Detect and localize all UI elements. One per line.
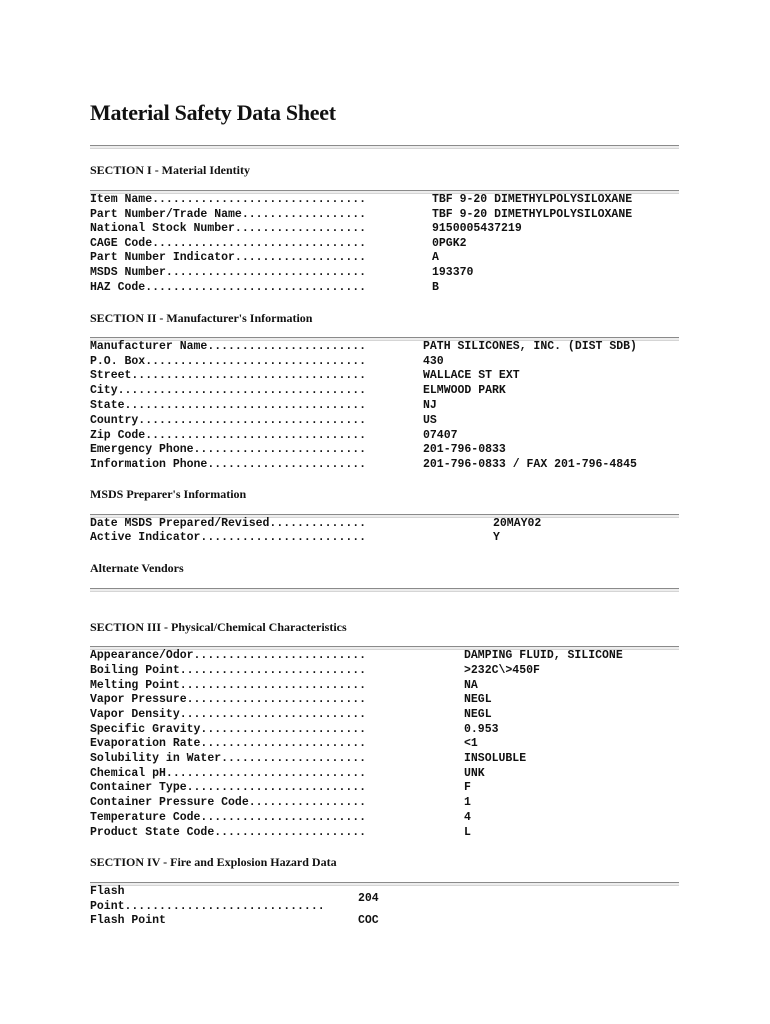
field-label: MSDS Number............................. [90,266,367,279]
field-value: NEGL [464,708,492,721]
field-row [90,207,690,222]
field-row [90,780,690,795]
field-label: Item Name............................... [90,193,367,206]
field-value: A [432,251,439,264]
field-value: F [464,781,471,794]
field-row [90,751,690,766]
field-row [90,736,690,751]
field-row [90,810,690,825]
field-value: Y [493,531,500,544]
field-label: Active Indicator........................ [90,531,367,544]
field-label: Manufacturer Name....................... [90,340,367,353]
field-value: NA [464,679,478,692]
field-label: Solubility in Water..................... [90,752,367,765]
field-row [90,383,690,398]
preparer-heading: MSDS Preparer's Information [90,487,247,501]
field-value: NJ [423,399,437,412]
flash-point-method-value: COC [358,914,379,927]
field-value: >232C\>450F [464,664,540,677]
field-value: 4 [464,811,471,824]
field-label: Appearance/Odor......................... [90,649,367,662]
vendors-heading: Alternate Vendors [90,561,184,575]
field-value: TBF 9-20 DIMETHYLPOLYSILOXANE [432,208,633,221]
field-label: Temperature Code........................ [90,811,367,824]
field-row [90,265,690,280]
field-value: US [423,414,437,427]
field-label: Vapor Pressure.......................... [90,693,367,706]
field-row [90,354,690,369]
field-label: Zip Code................................ [90,429,367,442]
field-row [90,722,690,737]
field-row [90,795,690,810]
field-value: PATH SILICONES, INC. (DIST SDB) [423,340,637,353]
field-value: 201-796-0833 [423,443,506,456]
field-row [90,530,690,545]
field-row [90,413,690,428]
field-row [90,825,690,840]
field-row [90,692,690,707]
field-value: 430 [423,355,444,368]
field-label: Street.................................. [90,369,367,382]
field-label: Country................................. [90,414,367,427]
field-value: NEGL [464,693,492,706]
field-label: Container Type.......................... [90,781,367,794]
field-label: HAZ Code................................ [90,281,367,294]
field-label: City.................................... [90,384,367,397]
field-row [90,398,690,413]
field-row [90,221,690,236]
field-value: INSOLUBLE [464,752,527,765]
field-value: 07407 [423,429,458,442]
field-value: 201-796-0833 / FAX 201-796-4845 [423,458,637,471]
field-label: Vapor Density........................... [90,708,367,721]
section-1-heading: SECTION I - Material Identity [90,163,250,177]
field-label: Evaporation Rate........................ [90,737,367,750]
field-label: Date MSDS Prepared/Revised.............. [90,517,367,530]
field-row [90,442,690,457]
field-row [90,368,690,383]
section-3-heading: SECTION III - Physical/Chemical Characteristics [90,620,347,634]
field-row [90,428,690,443]
field-value: 1 [464,796,471,809]
field-label: Emergency Phone......................... [90,443,367,456]
section-4-divider [90,882,679,886]
field-label: Specific Gravity........................ [90,723,367,736]
field-label: State................................... [90,399,367,412]
field-value: 9150005437219 [432,222,522,235]
field-value: DAMPING FLUID, SILICONE [464,649,623,662]
field-row [90,457,690,472]
field-label: Melting Point........................... [90,679,367,692]
flash-point-label-line-2: Point............................. [90,900,325,913]
field-value: L [464,826,471,839]
flash-point-method-label: Flash Point [90,914,166,927]
field-row [90,236,690,251]
section-2-heading: SECTION II - Manufacturer's Information [90,311,313,325]
field-label: Container Pressure Code................. [90,796,367,809]
section-4-heading: SECTION IV - Fire and Explosion Hazard Data [90,855,337,869]
title-divider [90,145,679,149]
field-label: Chemical pH............................. [90,767,367,780]
field-value: WALLACE ST EXT [423,369,520,382]
field-row [90,516,690,531]
vendors-divider [90,588,679,592]
document-title: Material Safety Data Sheet [90,100,336,125]
field-row [90,192,690,207]
field-value: ELMWOOD PARK [423,384,506,397]
field-value: 0PGK2 [432,237,467,250]
field-label: CAGE Code............................... [90,237,367,250]
field-row [90,678,690,693]
field-value: UNK [464,767,485,780]
field-label: Information Phone....................... [90,458,367,471]
flash-point-label-line-1: Flash [90,885,125,898]
field-row [90,707,690,722]
field-value: B [432,281,439,294]
field-row [90,339,690,354]
field-row [90,280,690,295]
field-value: <1 [464,737,478,750]
field-value: TBF 9-20 DIMETHYLPOLYSILOXANE [432,193,633,206]
field-row [90,766,690,781]
field-label: P.O. Box................................ [90,355,367,368]
field-label: Part Number/Trade Name.................. [90,208,367,221]
field-row [90,648,690,663]
field-label: Boiling Point........................... [90,664,367,677]
field-label: Part Number Indicator................... [90,251,367,264]
flash-point-value: 204 [358,892,379,905]
field-row [90,663,690,678]
field-label: Product State Code...................... [90,826,367,839]
field-value: 193370 [432,266,474,279]
field-value: 20MAY02 [493,517,542,530]
field-label: National Stock Number................... [90,222,367,235]
field-value: 0.953 [464,723,499,736]
field-row [90,250,690,265]
